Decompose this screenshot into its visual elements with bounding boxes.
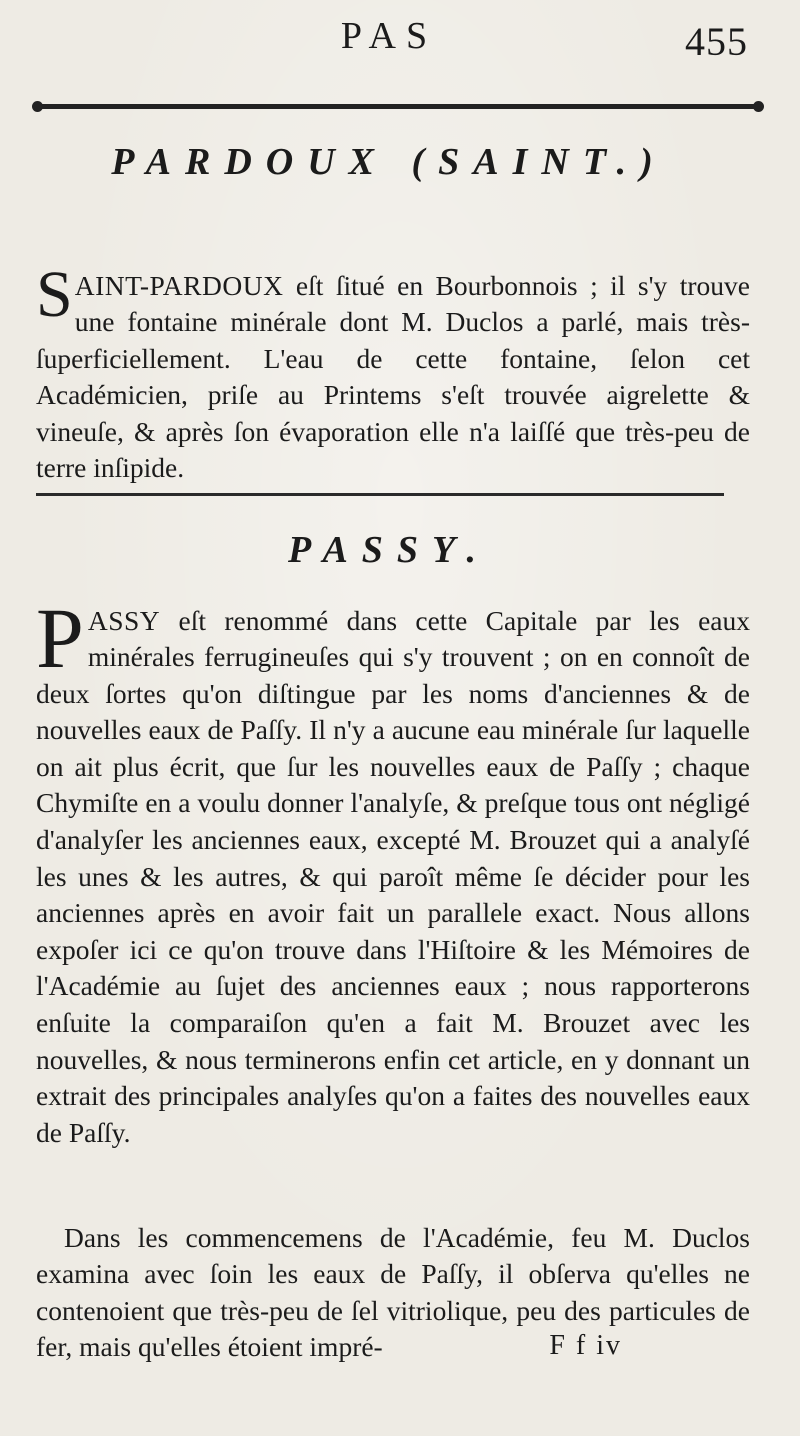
page-number: 455 — [685, 19, 748, 64]
running-title: PAS — [340, 15, 438, 57]
lead-caps-saint-pardoux: AINT-PARDOUX — [74, 269, 284, 301]
running-head — [36, 0, 748, 88]
section-title-passy: PASSY. — [288, 529, 490, 571]
signature-mark: F f iv — [549, 1330, 622, 1361]
section-divider — [36, 493, 724, 496]
section-title-pardoux: PARDOUX (SAINT.) — [111, 141, 667, 183]
paragraph-pardoux-body: eſt ſitué en Bourbonnois ; il s'y trouve une fontaine minérale dont M. Duclos a parlé, mais très-ſuperficiellement. L'eau de cette fontaine, ſelon cet Académicien, priſe au Printems s'eſt trouvée aigrelette & vineuſe, & après ſon évaporation elle n'a laiſſé que très-peu de terre inſipide. — [36, 269, 750, 484]
dropcap-p: P — [36, 589, 84, 686]
header-rule — [36, 104, 760, 109]
paragraph-pardoux — [36, 257, 750, 488]
paragraph-duclos: Dans les commencemens de l'Académie, feu M. Duclos examina avec ſoin les eaux de Paſſy, il obſerva qu'elles ne contenoient que très-peu de ſel vitriolique, peu des particules de fer, mais qu'elles étoient impré- — [36, 1221, 750, 1363]
dropcap-s: S — [36, 257, 73, 331]
paragraph-passy-body: eſt renommé dans cette Capitale par les eaux minérales ferrugineuſes qui s'y trouvent ; on en connoît de deux ſortes qu'on diſtingue par les noms d'anciennes & de nouvelles eaux de Paſſy. Il n'y a aucune eau minérale ſur laquelle on ait plus écrit, que ſur les nouvelles eaux de Paſſy ; chaque Chymiſte en a voulu donner l'analyſe, & preſque tous ont négligé d'analyſer les anciennes eaux, excepté M. Brouzet qui a analyſé les unes & les autres, & qui paroît même ſe décider pour les anciennes après en avoir fait un parallele exact. Nous allons expoſer ici ce qu'on trouve dans l'Hiſtoire & les Mémoires de l'Académie au ſujet des anciennes eaux ; nous rapporterons enſuite la comparaiſon qu'en a fait M. Brouzet avec les nouvelles, & nous terminerons enfin cet article, en y donnant un extrait des principales analyſes qu'on a faites des nouvelles eaux de Paſſy. — [36, 604, 750, 1148]
paragraph-passy — [36, 589, 750, 1152]
lead-caps-passy: ASSY — [87, 604, 161, 636]
